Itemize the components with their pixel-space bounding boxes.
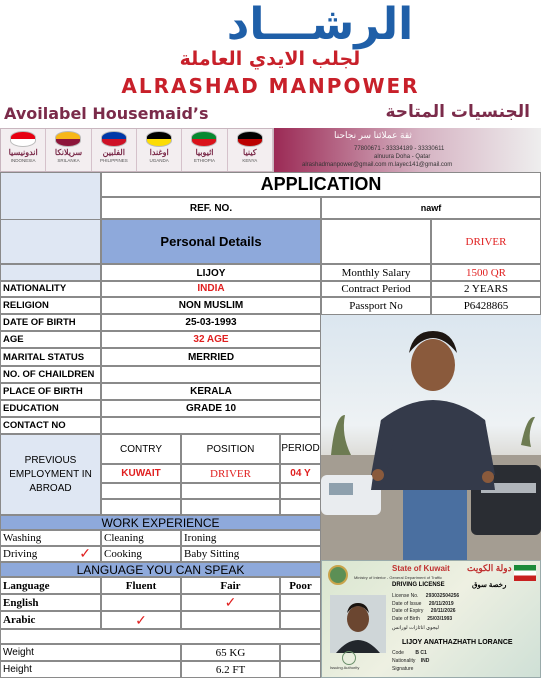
ref-value: nawf (321, 197, 541, 219)
col-fair: Fair (181, 577, 280, 594)
flag-ethiopia-icon (191, 131, 217, 147)
flag-label-en: ETHIOPIA (193, 158, 215, 163)
flag-ethiopia (182, 129, 227, 171)
language-fair-cell (181, 594, 280, 611)
license-no-row (392, 593, 459, 601)
col-poor: Poor (280, 577, 321, 594)
license-name-ar: ليجوي اناثازات لورانس (392, 625, 439, 631)
license-dob-label: Date of Birth (392, 615, 420, 622)
position-applied: DRIVER (431, 219, 541, 264)
flag-label-en: SRILANKA (57, 158, 80, 163)
flag-philippines-icon (101, 131, 127, 147)
license-issue: 20/11/2019 (428, 600, 454, 607)
flag-indonesia-icon (10, 131, 36, 147)
prev-country: KUWAIT (101, 464, 181, 483)
flag-label-en: PHILIPPINES (99, 158, 128, 163)
prev-empty-2b (181, 499, 280, 515)
flags-strip (0, 128, 274, 172)
license-nationality: IND (420, 658, 430, 664)
license-expiry-label: Date of Expiry (392, 608, 424, 614)
license-dob: 25/03/1993 (427, 615, 453, 622)
brand-logo-arabic: الرشـــاد (226, 0, 414, 50)
field-value (101, 366, 321, 383)
field-value (101, 417, 321, 434)
license-ministry: Ministry of Interior - General Department of Traffic (354, 575, 442, 580)
col-period: PERIOD (280, 434, 321, 464)
contact-address: alnuura Doha - Qatar (374, 154, 431, 160)
field-label: NO. OF CHAILDREN (0, 366, 101, 383)
language-fluent-cell (101, 611, 181, 629)
passport-value: P6428865 (431, 297, 541, 315)
license-signature-label: Signature (392, 666, 414, 672)
field-value: 25-03-1993 (101, 314, 321, 331)
flag-label-ar: الفلبين (102, 148, 125, 157)
previous-employment-label: PREVIOUS EMPLOYMENT IN ABROAD (0, 434, 101, 515)
work-experience-header: WORK EXPERIENCE (0, 515, 321, 530)
available-arabic: الجنسيات المتاحة (385, 102, 530, 122)
license-extra (392, 649, 429, 673)
license-name: LIJOY ANATHAZHATH LORANCE (402, 639, 513, 646)
flag-indonesia (1, 129, 46, 171)
field-value: GRADE 10 (101, 400, 321, 417)
applicant-name: LIJOY (101, 264, 321, 282)
field-value: NON MUSLIM (101, 297, 321, 314)
form-title: APPLICATION (101, 172, 541, 197)
language-poor-cell (280, 611, 321, 629)
flag-srilanka-icon (55, 131, 81, 147)
contract-value: 2 YEARS (431, 280, 541, 297)
blank-left-top (0, 172, 101, 220)
weight-empty (280, 644, 321, 661)
height-empty (280, 661, 321, 678)
language-fluent-cell (101, 594, 181, 611)
license-issue-label: Date of Issue (392, 600, 422, 607)
language-poor-cell (280, 594, 321, 611)
prev-empty-2a (101, 499, 181, 515)
field-label: AGE (0, 331, 101, 348)
license-doc-ar: رخصة سوق (472, 582, 507, 589)
flag-label-ar: كينيا (243, 148, 257, 157)
col-language: Language (0, 577, 101, 594)
license-no: 293032504256 (425, 593, 460, 599)
applicant-photo (321, 315, 541, 560)
kuwait-emblem-icon (328, 565, 348, 585)
work-cleaning: Cleaning (101, 530, 181, 546)
license-code-label: Code (392, 650, 404, 656)
language-name: Arabic (0, 611, 101, 629)
contact-banner (274, 128, 541, 172)
field-value: INDIA (101, 280, 321, 297)
contract-label: Contract Period (321, 280, 431, 297)
flag-philippines (92, 129, 137, 171)
license-stamp-icon (342, 651, 356, 665)
license-expiry-row (392, 608, 459, 616)
field-value: KERALA (101, 383, 321, 400)
license-dob-row (392, 616, 459, 624)
height-value: 6.2 FT (181, 661, 280, 678)
field-label: CONTACT NO (0, 417, 101, 434)
prev-empty-1b (181, 483, 280, 499)
license-state-ar: دولة الكويت (467, 563, 512, 573)
prev-period: 04 Y (280, 464, 321, 483)
brand-tagline-arabic: لجلب الايدي العاملة (179, 48, 361, 70)
language-check-icon: ✓ (224, 594, 237, 610)
height-label: Height (0, 661, 181, 678)
field-label: MARITAL STATUS (0, 348, 101, 366)
salary-label: Monthly Salary (321, 264, 431, 282)
flag-kenya-icon (237, 131, 263, 147)
flag-label-en: INDONESIA (10, 158, 36, 163)
prev-empty-2c (280, 499, 321, 515)
work-driving (0, 546, 101, 562)
language-fair-cell (181, 611, 280, 629)
driving-check-icon: ✓ (79, 546, 91, 562)
license-issue-row (392, 601, 459, 609)
field-label: PLACE OF BIRTH (0, 383, 101, 400)
flag-label-ar: اثيوبيا (195, 148, 214, 157)
passport-label: Passport No (321, 297, 431, 315)
available-english: Avoilabel Housemaid’s (4, 104, 209, 123)
brand-logo-english: ALRASHAD MANPOWER (121, 74, 420, 98)
flag-label-ar: سريلانكا (54, 148, 83, 157)
language-name: English (0, 594, 101, 611)
license-nationality-row (392, 657, 429, 665)
prev-empty-1a (101, 483, 181, 499)
flag-label-en: KENYA (242, 158, 258, 163)
prev-position: DRIVER (181, 464, 280, 483)
contact-slogan: ثقة عملائنا سر نجاحنا (334, 130, 412, 140)
work-cooking: Cooking (101, 546, 181, 562)
flag-kenya (228, 129, 273, 171)
field-value: MERRIED (101, 348, 321, 366)
field-label: DATE OF BIRTH (0, 314, 101, 331)
work-baby-sitting: Baby Sitting (181, 546, 321, 562)
license-doc: DRIVING LICENSE (392, 582, 445, 588)
work-washing: Washing (0, 530, 101, 546)
blank-right (321, 219, 431, 264)
flag-label-ar: اوغندا (149, 148, 169, 157)
flag-uganda (137, 129, 182, 171)
col-position: POSITION (181, 434, 280, 464)
col-country: CONTRY (101, 434, 181, 464)
weight-value: 65 KG (181, 644, 280, 661)
field-label: EDUCATION (0, 400, 101, 417)
weight-label: Weight (0, 644, 181, 661)
prev-empty-1c (280, 483, 321, 499)
license-authority: Issuing Authority (330, 665, 360, 670)
license-photo (330, 595, 386, 653)
flag-label-en: UGANDA (149, 158, 169, 163)
kuwait-flag-icon (514, 565, 536, 581)
flag-label-ar: اندونيسيا (8, 148, 38, 157)
field-label: NATIONALITY (0, 280, 101, 297)
contact-phones: 77800671 - 33334189 - 33330611 (354, 146, 445, 152)
flag-srilanka (46, 129, 91, 171)
work-ironing: Ironing (181, 530, 321, 546)
spacer-row (0, 629, 321, 644)
license-no-label: License No. (392, 593, 419, 599)
salary-value: 1500 QR (431, 264, 541, 282)
blank-left (0, 219, 101, 264)
personal-details-header: Personal Details (101, 219, 321, 264)
driving-license-card (321, 560, 541, 678)
license-expiry: 20/11/2026 (430, 608, 456, 614)
license-nationality-label: Nationality (392, 658, 416, 664)
license-state: State of Kuwait (392, 564, 450, 573)
work-driving-label: Driving (3, 548, 38, 560)
flag-uganda-icon (146, 131, 172, 147)
contact-emails: alrashadmanpower@gmail.com m.layec141@gmail.com (302, 162, 453, 168)
license-code-row (392, 649, 429, 657)
ref-label: REF. NO. (101, 197, 321, 219)
license-code: B C1 (415, 650, 427, 656)
license-details (392, 593, 459, 633)
language-header: LANGUAGE YOU CAN SPEAK (0, 562, 321, 577)
field-label: RELIGION (0, 297, 101, 314)
language-check-icon: ✓ (135, 611, 147, 628)
col-fluent: Fluent (101, 577, 181, 594)
field-value: 32 AGE (101, 331, 321, 348)
